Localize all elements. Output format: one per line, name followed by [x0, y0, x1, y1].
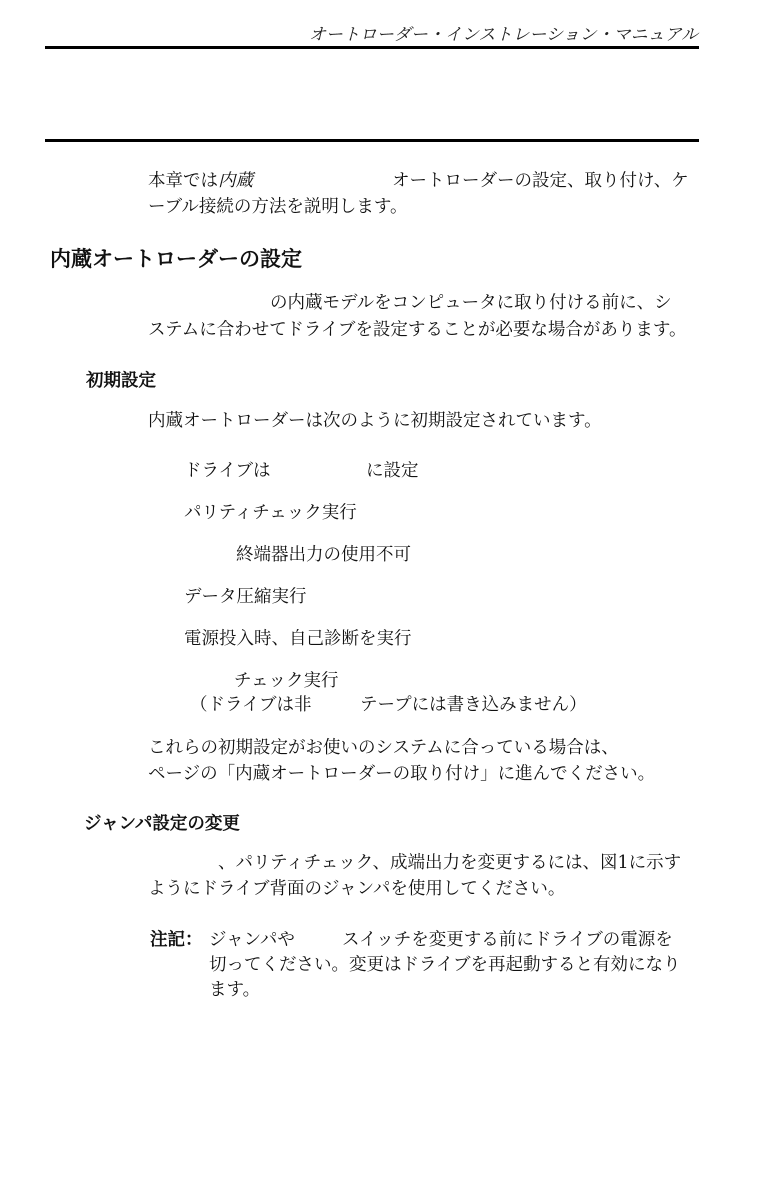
- setting-item-1-a: ドライブは: [184, 461, 271, 481]
- setting-item-1-b: に設定: [366, 461, 419, 481]
- subheading-jumper-settings: ジャンパ設定の変更: [84, 814, 240, 834]
- initial-closing-line-1: これらの初期設定がお使いのシステムに合っている場合は、: [148, 738, 619, 758]
- note-line-1-b: スイッチを変更する前にドライブの電源を: [342, 930, 673, 950]
- intro-line-1-end: オートローダーの設定、取り付け、ケ: [392, 171, 689, 191]
- initial-closing-line-2: ページの「内蔵オートローダーの取り付け」に進んでください。: [148, 764, 656, 784]
- setting-item-3: 終端器出力の使用不可: [236, 545, 411, 565]
- subheading-initial-settings: 初期設定: [86, 371, 156, 391]
- section1-para-line-1: の内蔵モデルをコンピュータに取り付ける前に、シ: [270, 293, 672, 313]
- setting-item-6-c: テープには書き込みません）: [360, 695, 587, 715]
- note-label: 注記：: [150, 930, 203, 950]
- setting-item-4: データ圧縮実行: [184, 587, 307, 607]
- intro-line-2: ーブル接続の方法を説明します。: [148, 197, 408, 217]
- running-header: オートローダー・インストレーション・マニュアル: [308, 25, 698, 45]
- intro-text-italic: 内蔵: [218, 171, 253, 191]
- setting-item-5: 電源投入時、自己診断を実行: [184, 629, 412, 649]
- note-line-3: ます。: [209, 980, 261, 1000]
- jumper-para-line-1: 、パリティチェック、成端出力を変更するには、図1に示す: [218, 853, 682, 873]
- intro-line-1: [148, 168, 253, 194]
- note-line-2: 切ってください。変更はドライブを再起動すると有効になり: [209, 955, 681, 975]
- section-heading-internal-setup: 内蔵オートローダーの設定: [50, 247, 302, 271]
- setting-item-2: パリティチェック実行: [184, 503, 357, 523]
- jumper-para-line-2: ようにドライブ背面のジャンパを使用してください。: [148, 879, 566, 899]
- setting-item-6-a: チェック実行: [234, 671, 339, 691]
- chapter-rule: [45, 139, 699, 142]
- header-rule: [45, 46, 699, 49]
- setting-item-6-b: （ドライブは非: [190, 695, 312, 715]
- intro-text-a: 本章では: [148, 171, 218, 191]
- section1-para-line-2: ステムに合わせてドライブを設定することが必要な場合があります。: [148, 320, 687, 340]
- note-line-1-a: ジャンパや: [209, 930, 295, 950]
- initial-settings-lead: 内蔵オートローダーは次のように初期設定されています。: [148, 411, 602, 431]
